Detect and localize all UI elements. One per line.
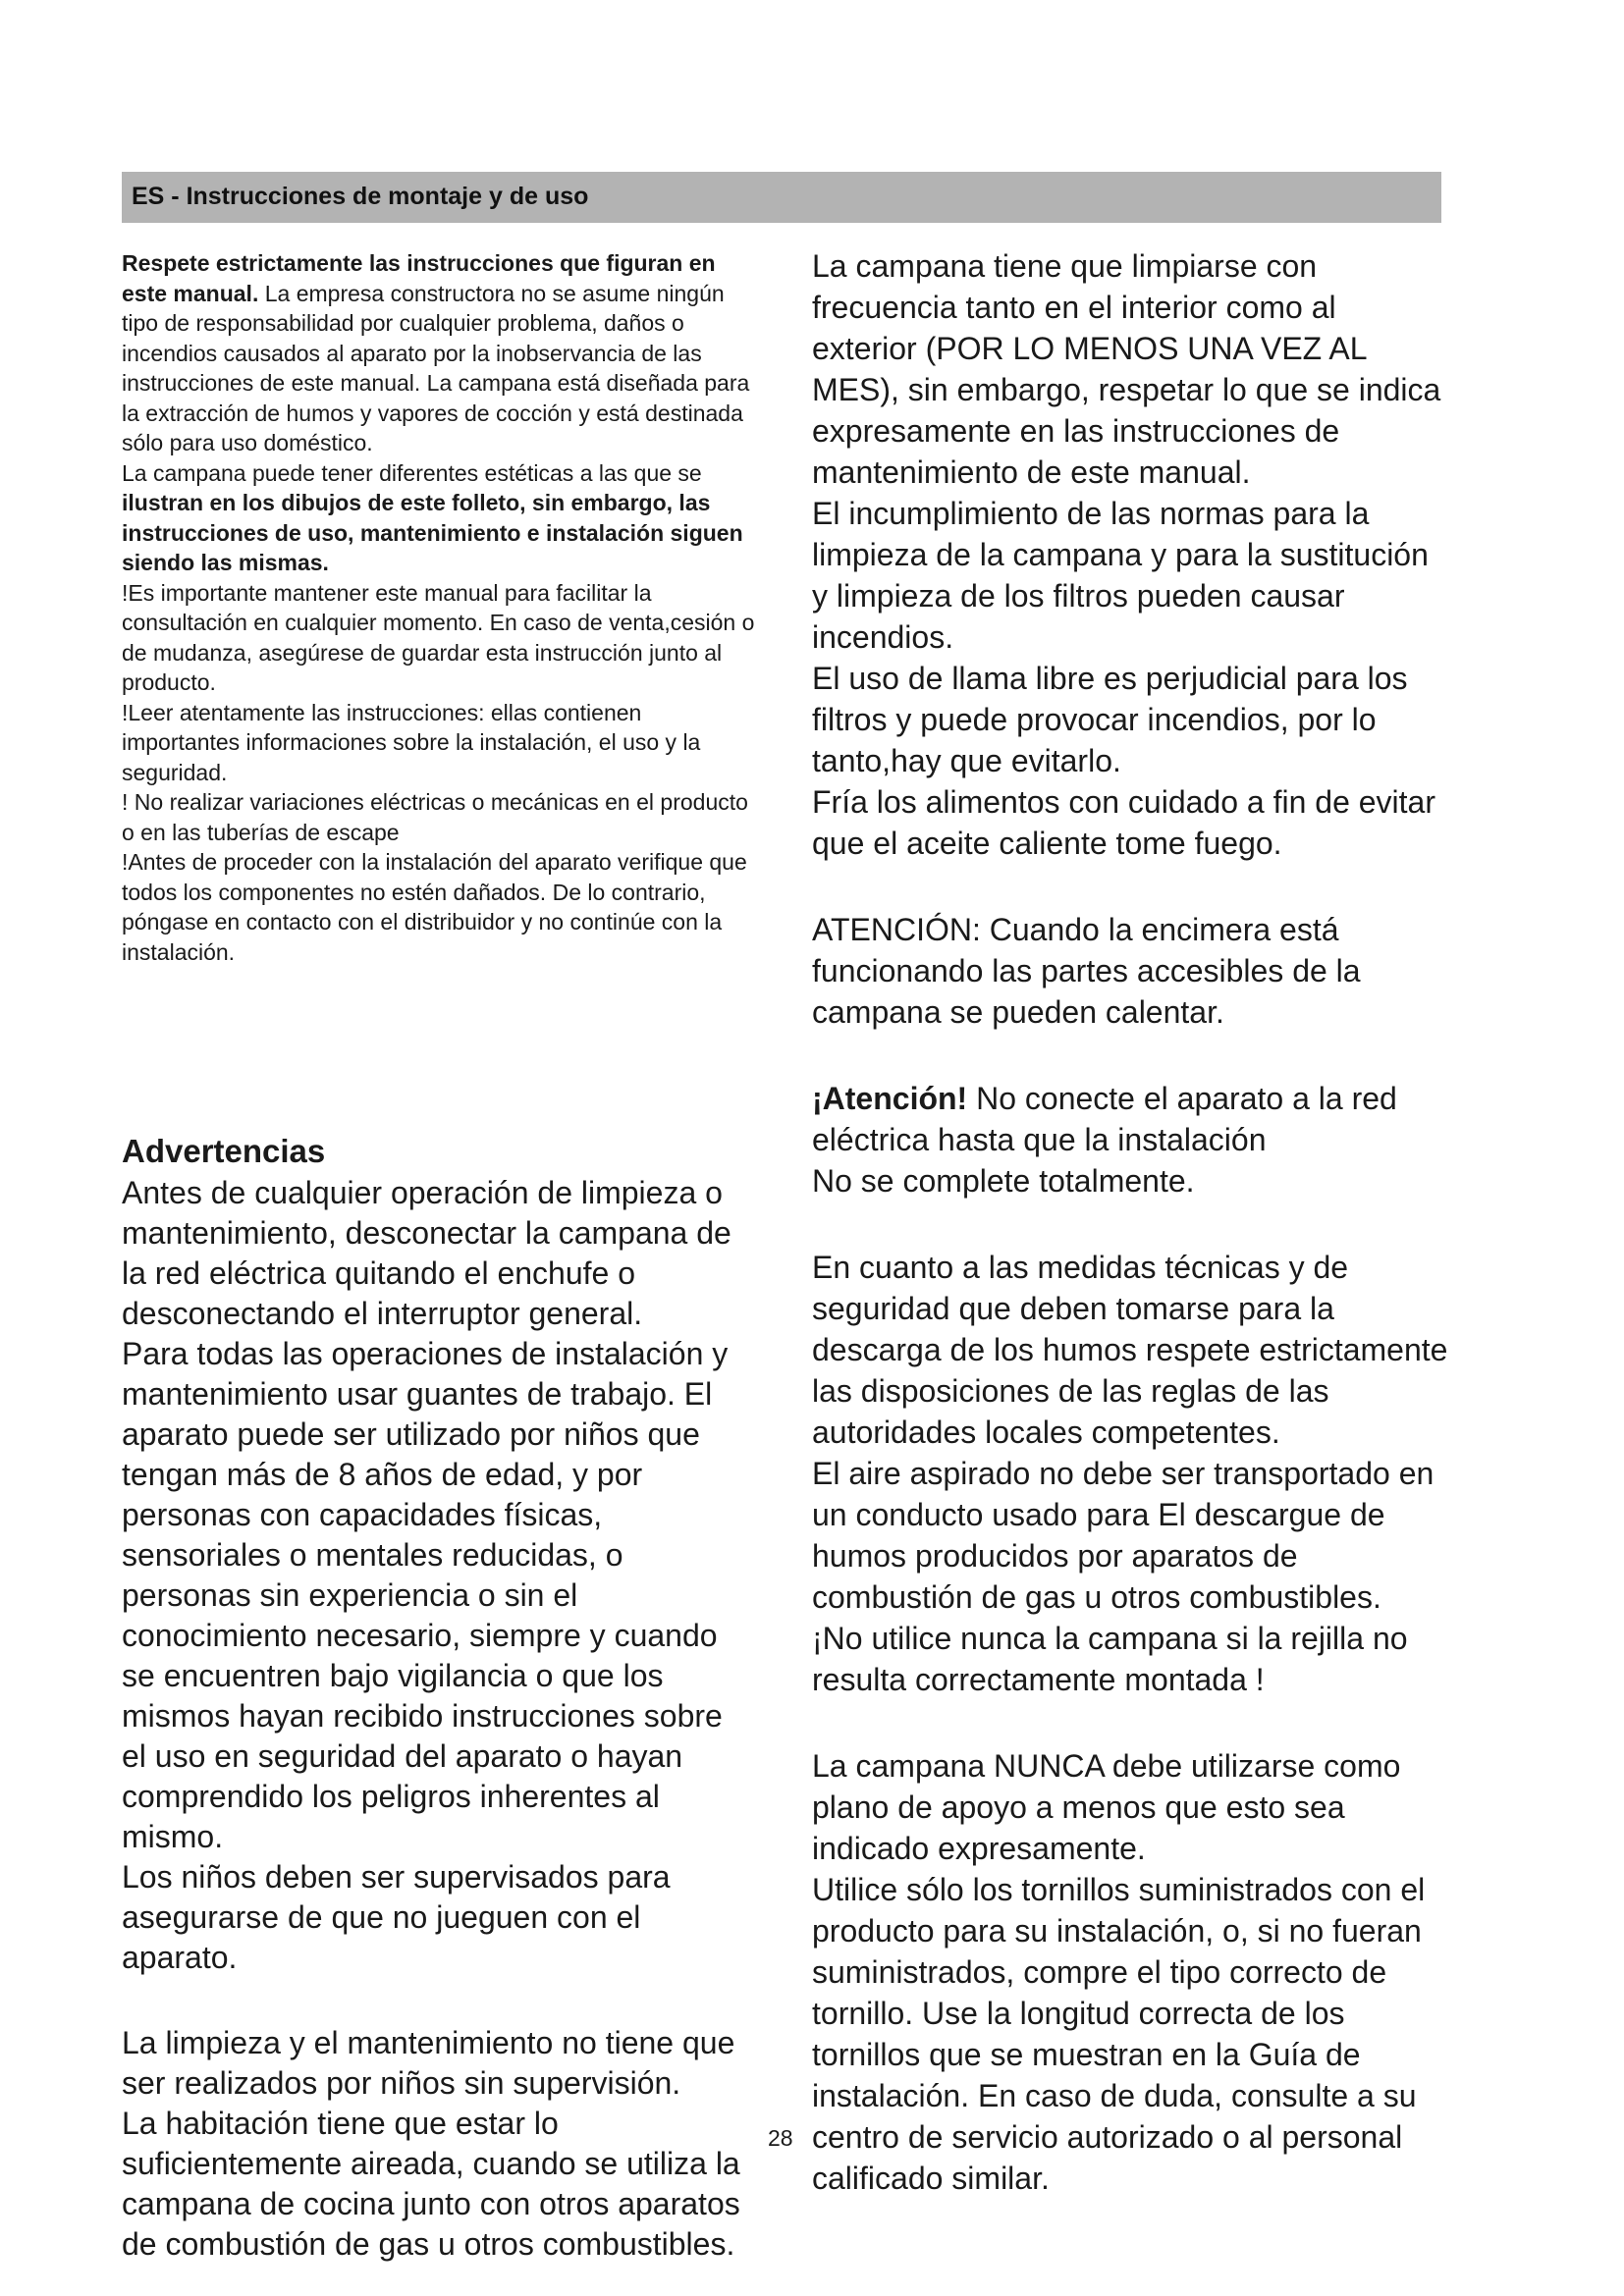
left-column-intro <box>122 248 758 967</box>
intro-paragraph-4: !Leer atentamente las instrucciones: ellas contienen importantes informaciones sobre la instalación, el uso y la seguridad. <box>122 699 701 785</box>
right-paragraph-6-line2: No se complete totalmente. <box>812 1163 1195 1199</box>
section-header <box>122 172 1441 223</box>
right-paragraph-8: El aire aspirado no debe ser transportado en un conducto usado para El descargue de humos producidos por aparatos de combustión de gas u otros combustibles. <box>812 1456 1435 1615</box>
right-paragraph-3: El uso de llama libre es perjudicial para los filtros y puede provocar incendios, por lo tanto,hay que evitarlo. <box>812 661 1408 778</box>
right-paragraph-2: El incumplimiento de las normas para la limpieza de la campana y para la sustitución y limpieza de los filtros pueden causar incendios. <box>812 496 1429 655</box>
right-paragraph-9: ¡No utilice nunca la campana si la rejilla no resulta correctamente montada ! <box>812 1621 1408 1697</box>
right-column <box>812 245 1448 2199</box>
intro-paragraph-5: ! No realizar variaciones eléctricas o mecánicas en el producto o en las tuberías de escape <box>122 789 748 845</box>
aesthetics-bold: ilustran en los dibujos de este folleto, sin embargo, las instrucciones de uso, mantenimiento e instalación siguen siendo las mismas. <box>122 490 743 575</box>
attention-bold: ¡Atención! <box>812 1081 968 1116</box>
attention-text: No conecte el aparato a la red eléctrica hasta que la instalación <box>812 1081 1397 1157</box>
warning-paragraph-2: Para todas las operaciones de instalación y mantenimiento usar guantes de trabajo. El aparato puede ser utilizado por niños que tengan más de 8 años de edad, y por personas con capacidades físicas, sensoriales o mentales reducidas, o personas sin experiencia o sin el conocimiento necesario, siempre y cuando se encuentren bajo vigilancia o que los mismos hayan recibido instrucciones sobre el uso en seguridad del aparato o hayan comprendido los peligros inherentes al mismo. <box>122 1336 729 1854</box>
header-title: ES - Instrucciones de montaje y de uso <box>132 183 589 210</box>
intro-text: La empresa constructora no se asume ningún tipo de responsabilidad por cualquier problema, daños o incendios causados al aparato por la inobservancia de las instrucciones de este manual. La campana está diseñada para la extracción de humos y vapores de cocción y está destinada sólo para uso doméstico. <box>122 280 750 455</box>
intro-paragraph-6: !Antes de proceder con la instalación del aparato verifique que todos los componentes no estén dañados. De lo contrario, póngase en contacto con el distribuidor y no continúe con la instalación. <box>122 849 747 965</box>
right-paragraph-11: Utilice sólo los tornillos suministrados con el producto para su instalación, o, si no fueran suministrados, compre el tipo correcto de tornillo. Use la longitud correcta de los tornillos que se muestran en la Guía de instalación. En caso de duda, consulte a su centro de servicio autorizado o al personal calificado similar. <box>812 1872 1426 2196</box>
right-paragraph-6 <box>812 1078 1448 1160</box>
right-paragraph-7: En cuanto a las medidas técnicas y de seguridad que deben tomarse para la descarga de los humos respete estrictamente las disposiciones de las reglas de las autoridades locales competentes. <box>812 1250 1448 1450</box>
warning-paragraph-1: Antes de cualquier operación de limpieza o mantenimiento, desconectar la campana de la red eléctrica quitando el enchufe o desconectando el interruptor general. <box>122 1175 731 1331</box>
right-paragraph-4: Fría los alimentos con cuidado a fin de evitar que el aceite caliente tome fuego. <box>812 784 1435 861</box>
right-paragraph-5: ATENCIÓN: Cuando la encimera está funcionando las partes accesibles de la campana se pueden calentar. <box>812 912 1361 1030</box>
warning-paragraph-5: La habitación tiene que estar lo suficientemente aireada, cuando se utiliza la campana de cocina junto con otros aparatos de combustión de gas u otros combustibles. <box>122 2106 740 2262</box>
right-paragraph-1: La campana tiene que limpiarse con frecuencia tanto en el interior como al exterior (POR LO MENOS UNA VEZ AL MES), sin embargo, respetar lo que se indica expresamente en las instrucciones de mantenimiento de este manual. <box>812 248 1441 490</box>
warnings-heading: Advertencias <box>122 1133 326 1169</box>
intro-paragraph-3: !Es importante mantener este manual para facilitar la consultación en cualquier momento. En caso de venta,cesión o de mudanza, asegúrese de guardar esta instrucción junto al producto. <box>122 579 755 695</box>
warning-paragraph-4: La limpieza y el mantenimiento no tiene que ser realizados por niños sin supervisión. <box>122 2025 735 2101</box>
left-column-warnings <box>122 1131 754 2265</box>
aesthetics-text: La campana puede tener diferentes estéticas a las que se <box>122 459 702 486</box>
intro-paragraph-1 <box>122 248 758 458</box>
warning-paragraph-3: Los niños deben ser supervisados para asegurarse de que no jueguen con el aparato. <box>122 1859 671 1975</box>
intro-bold: Respete estrictamente las instrucciones que figuran en este manual. <box>122 250 716 306</box>
page-number: 28 <box>768 2125 793 2151</box>
right-paragraph-10: La campana NUNCA debe utilizarse como plano de apoyo a menos que esto sea indicado expresamente. <box>812 1748 1401 1866</box>
intro-paragraph-2 <box>122 458 758 578</box>
